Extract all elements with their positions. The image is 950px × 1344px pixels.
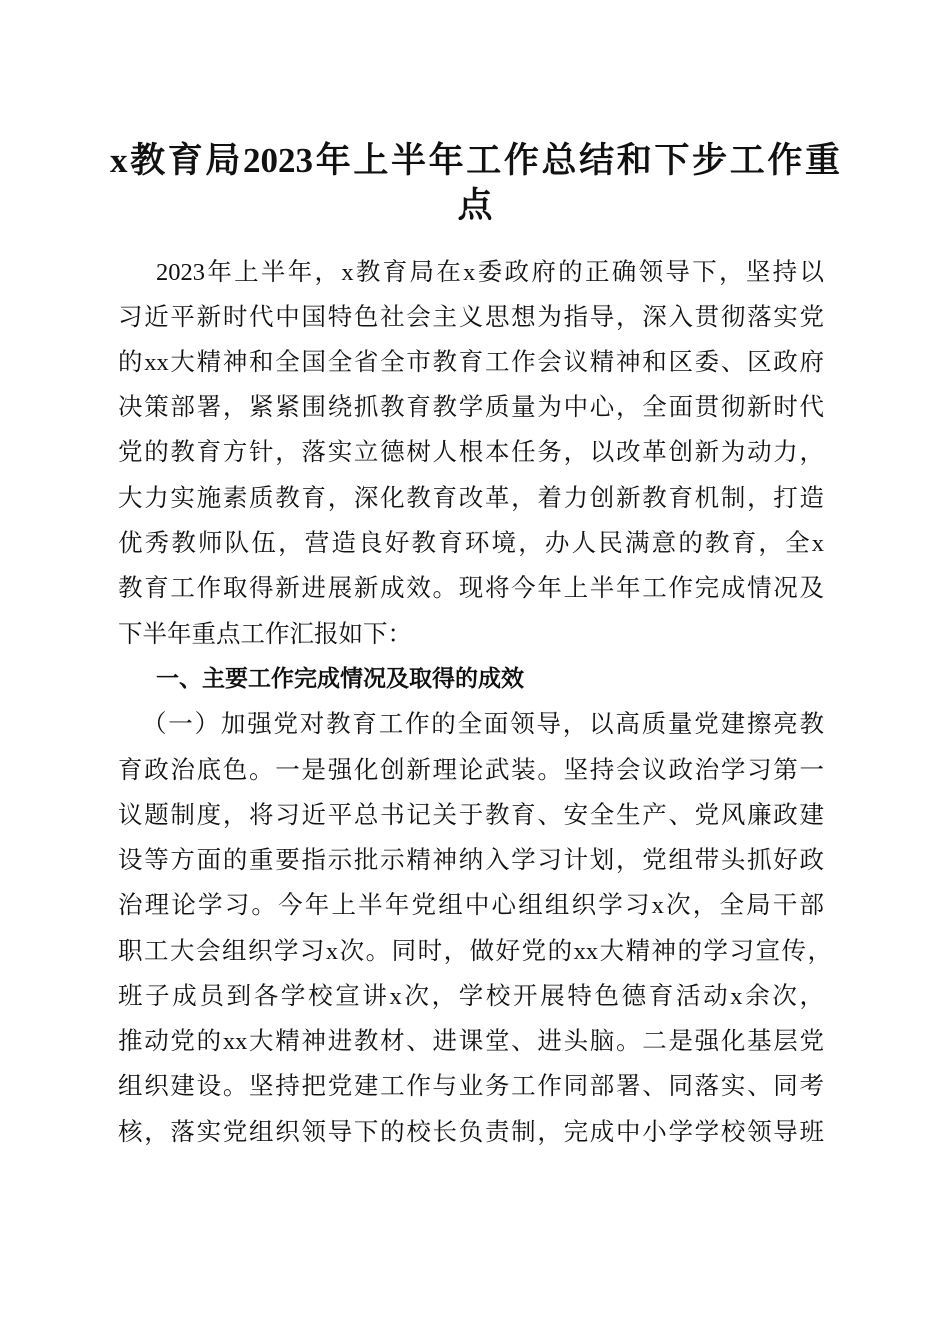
- paragraph-line: 组织建设。坚持把党建工作与业务工作同部署、同落实、同考: [118, 1073, 824, 1100]
- paragraph-line: 党的教育方针，落实立德树人根本任务，以改革创新为动力，: [118, 439, 824, 466]
- paragraph-line: 核，落实党组织领导下的校长负责制，完成中小学学校领导班: [118, 1119, 824, 1146]
- paragraph-line: 习近平新时代中国特色社会主义思想为指导，深入贯彻落实党: [118, 304, 824, 331]
- paragraph-line: （一）加强党对教育工作的全面领导，以高质量党建擦亮教: [142, 711, 824, 738]
- paragraph-line: 班子成员到各学校宣讲x次，学校开展特色德育活动x余次，: [118, 983, 824, 1010]
- paragraph-line: 议题制度，将习近平总书记关于教育、安全生产、党风廉政建: [118, 802, 824, 829]
- paragraph-line: 推动党的xx大精神进教材、进课堂、进头脑。二是强化基层党: [118, 1028, 824, 1055]
- paragraph-line: 优秀教师队伍，营造良好教育环境，办人民满意的教育，全x: [118, 530, 824, 557]
- paragraph-line: 职工大会组织学习x次。同时，做好党的xx大精神的学习宣传，: [118, 938, 832, 965]
- paragraph-line: 下半年重点工作汇报如下：: [118, 621, 412, 648]
- paragraph-line: 大力实施素质教育，深化教育改革，着力创新教育机制，打造: [118, 485, 824, 512]
- paragraph-line: 决策部署，紧紧围绕抓教育教学质量为中心，全面贯彻新时代: [118, 394, 824, 421]
- paragraph-line: 2023年上半年，x教育局在x委政府的正确领导下，坚持以: [156, 259, 824, 286]
- paragraph-line: 的xx大精神和全国全省全市教育工作会议精神和区委、区政府: [118, 349, 824, 376]
- document-title-line-1: x教育局2023年上半年工作总结和下步工作重: [110, 141, 840, 180]
- paragraph-line: 治理论学习。今年上半年党组中心组组织学习x次，全局干部: [118, 892, 824, 919]
- section-heading: 一、主要工作完成情况及取得的成效: [156, 666, 524, 692]
- paragraph-line: 教育工作取得新进展新成效。现将今年上半年工作完成情况及: [118, 575, 824, 602]
- paragraph-line: 育政治底色。一是强化创新理论武装。坚持会议政治学习第一: [118, 757, 824, 784]
- document-title-line-2: 点: [457, 186, 493, 225]
- paragraph-line: 设等方面的重要指示批示精神纳入学习计划，党组带头抓好政: [118, 847, 824, 874]
